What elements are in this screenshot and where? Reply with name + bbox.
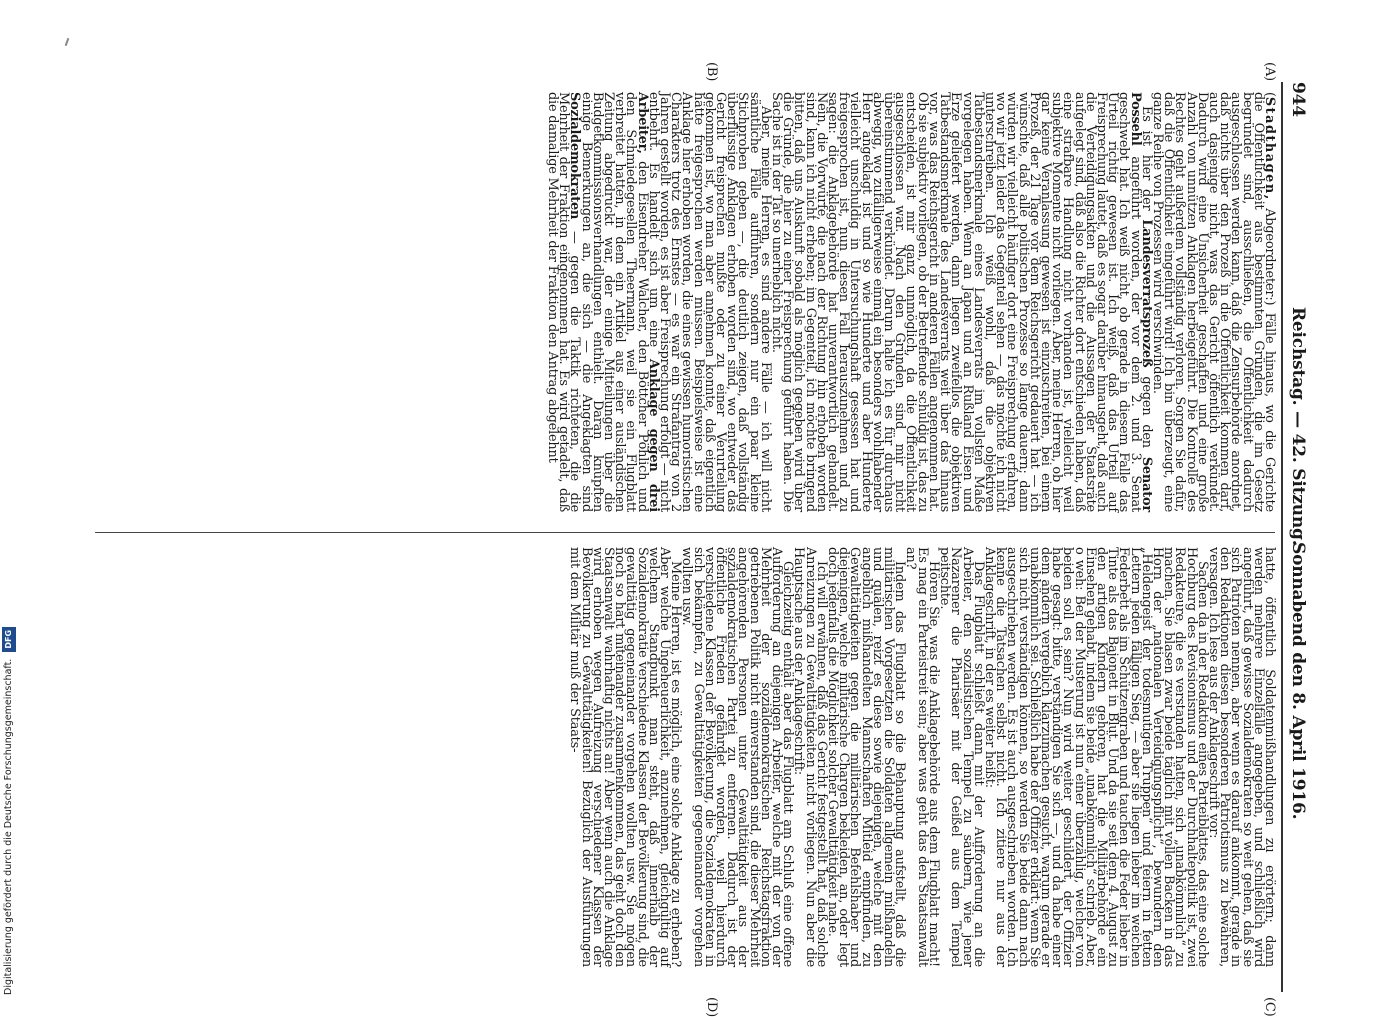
- header-rule: [1281, 82, 1283, 992]
- speaker-note: Abgeordneter:: [1262, 208, 1277, 301]
- margin-marker-b: (B): [704, 62, 719, 82]
- margin-marker-c: (C): [1262, 997, 1277, 1017]
- column-divider: [95, 532, 1275, 533]
- quoted-paragraph: Sachen da in der Redaktion eines Parteiblattes, das eine solche Hochburg des Revisionismus und der Durchhaltepolitik ist, zwei Redakteure, die es verstanden hatten, sich „unabkömmlich“ zu machen. Sie blasen zwar beide täglich mit vollen Backen in das Horn der „nationalen Verteidigungspflicht“, bewundern den „Heldengeist der todesmutigen Truppen“ und feiern in fetten Lettern jeden fälligen Sieg, — aber sie liegen lieber im weichen Federbett als im Schützengraben und tauchen die Feder lieber in Tinte als das Bajonett in Blut. Und da sie seit dem 4. August zu den artigen Kindern gehören, hat die Militärbehörde ein Einsehen gehabt, indem sie beide „unabkömmlich“ schrieb. Aber, o weh: Bei der Musterung ist nun einer überzählig, welcher von beiden soll es sein? Nun wird weiter geschildert, der Offizier habe gesagt: bitte, verständigen Sie sich —, und da habe einer dem andern vergeblich klarzumachen gesucht, warum gerade er unabkömmlich sei. Schließlich habe der Offizier erklärt: wenn Sie sich nicht verständigen können, so werden Sie beide dann nach ausgeschrieben werden. Es ist auch ausgeschrieben worden. Ich kenne die Tatsachen selbst nicht. Ich zitiere nur aus der Anklageschrift, in der es weiter heißt:: [981, 547, 1210, 967]
- digitization-footer: [2, 575, 16, 995]
- page-header: [1283, 62, 1313, 1002]
- paragraph-text: — gegen die Taktik richteten, die die Mehrheit der Fraktion eingenommen hat. Es wird getadelt, daß die damalige Mehrheit der Fraktion den Antrag abgelehnt: [545, 92, 583, 512]
- emphasis-text: Landesverratsprozeß: [1138, 219, 1154, 368]
- paragraph-text: Es ist hier der: [1138, 106, 1154, 211]
- emphasis-text: Senator Possehl: [1127, 92, 1154, 512]
- scan-smudge: [65, 38, 70, 46]
- margin-marker-d: (D): [704, 997, 719, 1017]
- right-text-column: [95, 547, 1275, 967]
- paragraph: hatte, öffentlich Soldatenmißhandlungen zu erörtern; dann werden mehrere Einzelfälle angegeben, und schließlich wird angeführt, daß gewisse Sozialdemokraten so weit gehen, daß sie sich Patrioten nennen, aber wenn es darauf ankommt, gerade in den Redaktionen diesen besonderen Patriotismus zu bewähren, versagen. Ich lese aus der Anklageschrift vor:: [1205, 547, 1277, 967]
- paragraph-text: angeführt worden, der vor dem 2. und 3. Senat geschwebt hat. Ich weiß nicht, ob gerade in diesem Falle das Urteil richtig gewesen ist. Ich weiß, daß das Urteil auf Freisprechung lautet, daß es sogar darüber hinausgeht, daß auch die Verteidigungsakten und die Aussagen der Staatsräte aufgelegt sind, daß also die Richter dort entschieden haben, daß eine strafbare Handlung nicht vorhanden ist, vielleicht weil subjektive Momente nicht vorliegen. Aber, meine Herren, ob hier gar keine Veranlassung gewesen ist einzuschreiten, bei einem Prozeß, der 21 Tage vor dem Reichsgericht gedauert hat — ich wünschte, daß alle politischen Prozesse so lange dauern; dann würden wir vielleicht häufiger dort eine Freisprechung erfahren, wo wir jetzt leider das Gegenteil sehen —, das möchte ich nicht unterschreiben. Ich weiß wohl, daß die objektiven Tatbestandsmerkmale eines Landesverrats im vollsten Maße vorgelegen haben. Wenn an Japan und an Rußland Eisen und Erze geliefert werden, dann liegen zweifellos die objektiven Tatbestandsmerkmale des Landesverrats weit über das hinaus vor, was das Reichsgericht in anderen Fällen angenommen hat. Ob sie subjektiv vorliegen, ob der Betreffende schuldig ist, das zu entscheiden, ist mir ganz unmöglich, da die Öffentlichkeit ausgeschlossen war. Nach den Gründen sind mir nicht übereinstimmend verkündet. Darum halte ich es für durchaus abwegig, wo zufälligerweise einmal ein besonders wohlhabender Herr angeklagt ist und so wie Hunderte und aber Hunderte vielleicht unschuldig in Untersuchungshaft gesessen hat und freigesprochen ist, nun diesen Fall herauszunehmen und zu sagen: die Anklagebehörde hat unverantwortlich gehandelt. Nein, die Vorwürfe, die nach der Richtung hin erhoben worden sind, kann ich nicht erheben; im Gegenteil, ich möchte bringend bitten, daß uns Auskunft sobald als möglich gegeben wird über die Gründe, die hier zu einer Freisprechung geführt haben. Die Sache ist in der Tat so unerheblich nicht.: [769, 92, 1143, 512]
- paragraph-text: gegen den: [1138, 376, 1154, 448]
- quoted-paragraph: Das Flugblatt schließt dann mit der Aufforderung an die Arbeiter, den sozialistischen Tempel zu säubern, wie jener Nazarener die Pharisäer mit der Geißel aus dem Tempel peitschte.: [937, 547, 986, 967]
- paragraph-text: Fälle hinaus, wo die Gerichte die Öffentlichkeit aus bestimmten Gründen, die im Gesetz begründet sind, ausschließen, die Öffentlichkeit dadurch ausgeschlossen werden kann, daß die Zensurbehörde anordnet, daß nichts über den Prozeß in die Öffentlichkeit kommen darf, auch dasjenige nicht, was das Gericht öffentlich verkündet. Dadurch wird eine Unsicherheit geschaffen und eine große Anzahl von unnützen Anklagen herbeigeführt. Die Kontrolle des Rechtes geht außerdem vollständig verloren. Sorgen Sie dafür, daß die Öffentlichkeit eingeführt wird! Ich bin überzeugt, eine ganze Reihe von Prozessen wird verschwinden.: [1149, 92, 1277, 512]
- paragraph-text: Aber, meine Herren, es sind andere Fälle — ich will nicht sämtliche Fälle aufführen, sondern nur ein paar kleine Stichproben geben —, die deutlich zeigen, daß vollständig überflüssige Anklagen erhoben worden sind, wo entweder das Gericht freisprechen mußte oder zu einer Verurteilung gekommen ist, wo man aber annehmen konnte, daß eigentlich hätte freigesprochen werden müssen. Beispielsweise ist eine Anklage hier erhoben worden, die eines gewissen humoristischen Charakters trotz des Ernstes — es war ein Strafantrag von 2 Jahren gestellt worden, es ist aber Freisprechung erfolgt — nicht entbehrt. Es handelt sich um eine: [645, 92, 773, 512]
- paragraph: Ich will erwähnen, daß das Gericht festgestellt hat, daß solche Anreizungen zu Gewalttätigkeiten nicht vorliegen. Nun aber die Hauptsache aus der Anklageschrift:: [791, 547, 829, 967]
- paragraph: [771, 92, 1152, 512]
- paragraph: Hören Sie, was die Anklagebehörde aus dem Flugblatt macht! Es mag ein Parteistreit sein; aber was geht das den Staatsanwalt an?: [903, 547, 941, 967]
- header-date: Sonnabend den 8. April 1916.: [1288, 542, 1308, 820]
- paragraph: [547, 92, 771, 512]
- header-title: Reichstag. — 42. Sitzung.: [1288, 307, 1308, 546]
- paragraph: Meine Herren, ist es möglich, eine solche Anklage zu erheben? Aber welche Ungeheuerlichkeit, anzunehmen, gleichgültig auf welchem Standpunkt man steht, daß innerhalb der Sozialdemokratie verschiedene Klassen der Bevölkerung sind, die gewalttätig gegeneinander vorgehen wollten usw. Sie mögen noch so hart miteinander zusammenkommen, das geht doch den Staatsanwalt wahrhaftig nichts an! Aber wenn auch die Anklage wird erhoben wegen Aufreizung verschiedener Klassen der Bevölkerung zu Gewalttätigkeiten! Bezüglich der Ausführungen mit dem Militär muß der Staats-: [567, 547, 684, 967]
- paragraph-text: den Eisendreher Walcher, den Böttcher Pöhlich und den Schmiedegesellen Theermann, weil sie ein Flugblatt verbreitet hatten, in dem ein Artikel aus einer ausländischen Zeitung abgedruckt war, der einige Mitteilungen über die Budgetkommissionsverhandlungen enthielt. Daran knüpften einige Bemerkungen an, die sich — die Angeklagten sind: [578, 92, 650, 512]
- dfg-logo: DFG: [2, 627, 16, 652]
- footer-text: Digitalisierung gefördert durch die Deutsche Forschungsgemeinschaft.: [3, 658, 14, 995]
- quoted-paragraph: Gleichzeitig enthält aber das Flugblatt am Schluß eine offene Aufforderung an diejenigen Arbeiter, welche mit der von der Mehrheit der sozialdemokratischen Reichstagsfraktion getriebenen Politik nicht einverstanden sind, die dieser Mehrheit angehörenden Personen unter Gewalttätigkeit aus der sozialdemokratischen Partei zu entfernen. Dadurch ist der öffentliche Frieden gefährdet worden, weil hierdurch verschiedene Klassen der Bevölkerung, die Sozialdemokraten in sich bekämpfen, zu Gewalttätigkeiten gegeneinander vorgehen wollten usw.: [679, 547, 796, 967]
- left-text-column: [95, 92, 1275, 512]
- margin-marker-a: (A): [1262, 62, 1277, 81]
- page-number: 944: [1288, 82, 1308, 117]
- speaker-name: Stadthagen,: [1262, 96, 1277, 201]
- rotated-page-content: [58, 62, 1313, 1017]
- emphasis-text: Sozialdemokraten: [567, 92, 583, 220]
- quoted-paragraph: Indem das Flugblatt so die Behauptung aufstellt, daß die militärischen Vorgesetzten die Soldaten allgemein mißhandeln und quälen, reizt es diese sowie diejenigen, welche mit den angeblich mißhandelten Mannschaften Mitleid empfinden, zu Gewalttätigkeiten gegen die militärischen Befehlshaber und diejenigen, welche militärische Chargen bekleiden, an, oder legt doch jedenfalls die Möglichkeit solcher Gewalttätigkeit nahe.: [825, 547, 908, 967]
- paragraph: (Stadthagen, Abgeordneter:) Fälle hinaus, wo die Gerichte die Öffentlichkeit aus bestimmten Gründen, die im Gesetz begründet sind, ausschließen, die Öffentlichkeit dadurch ausgeschlossen werden kann, daß die Zensurbehörde anordnet, daß nichts über den Prozeß in die Öffentlichkeit kommen darf, auch dasjenige nicht, was das Gericht öffentlich verkündet. Dadurch wird eine Unsicherheit geschaffen und eine große Anzahl von unnützen Anklagen herbeigeführt. Die Kontrolle des Rechtes geht außerdem vollständig verloren. Sorgen Sie dafür, daß die Öffentlichkeit eingeführt wird! Ich bin überzeugt, eine ganze Reihe von Prozessen wird verschwinden.: [1149, 92, 1277, 512]
- emphasis-text: Anklage gegen drei Arbeiter,: [634, 92, 661, 512]
